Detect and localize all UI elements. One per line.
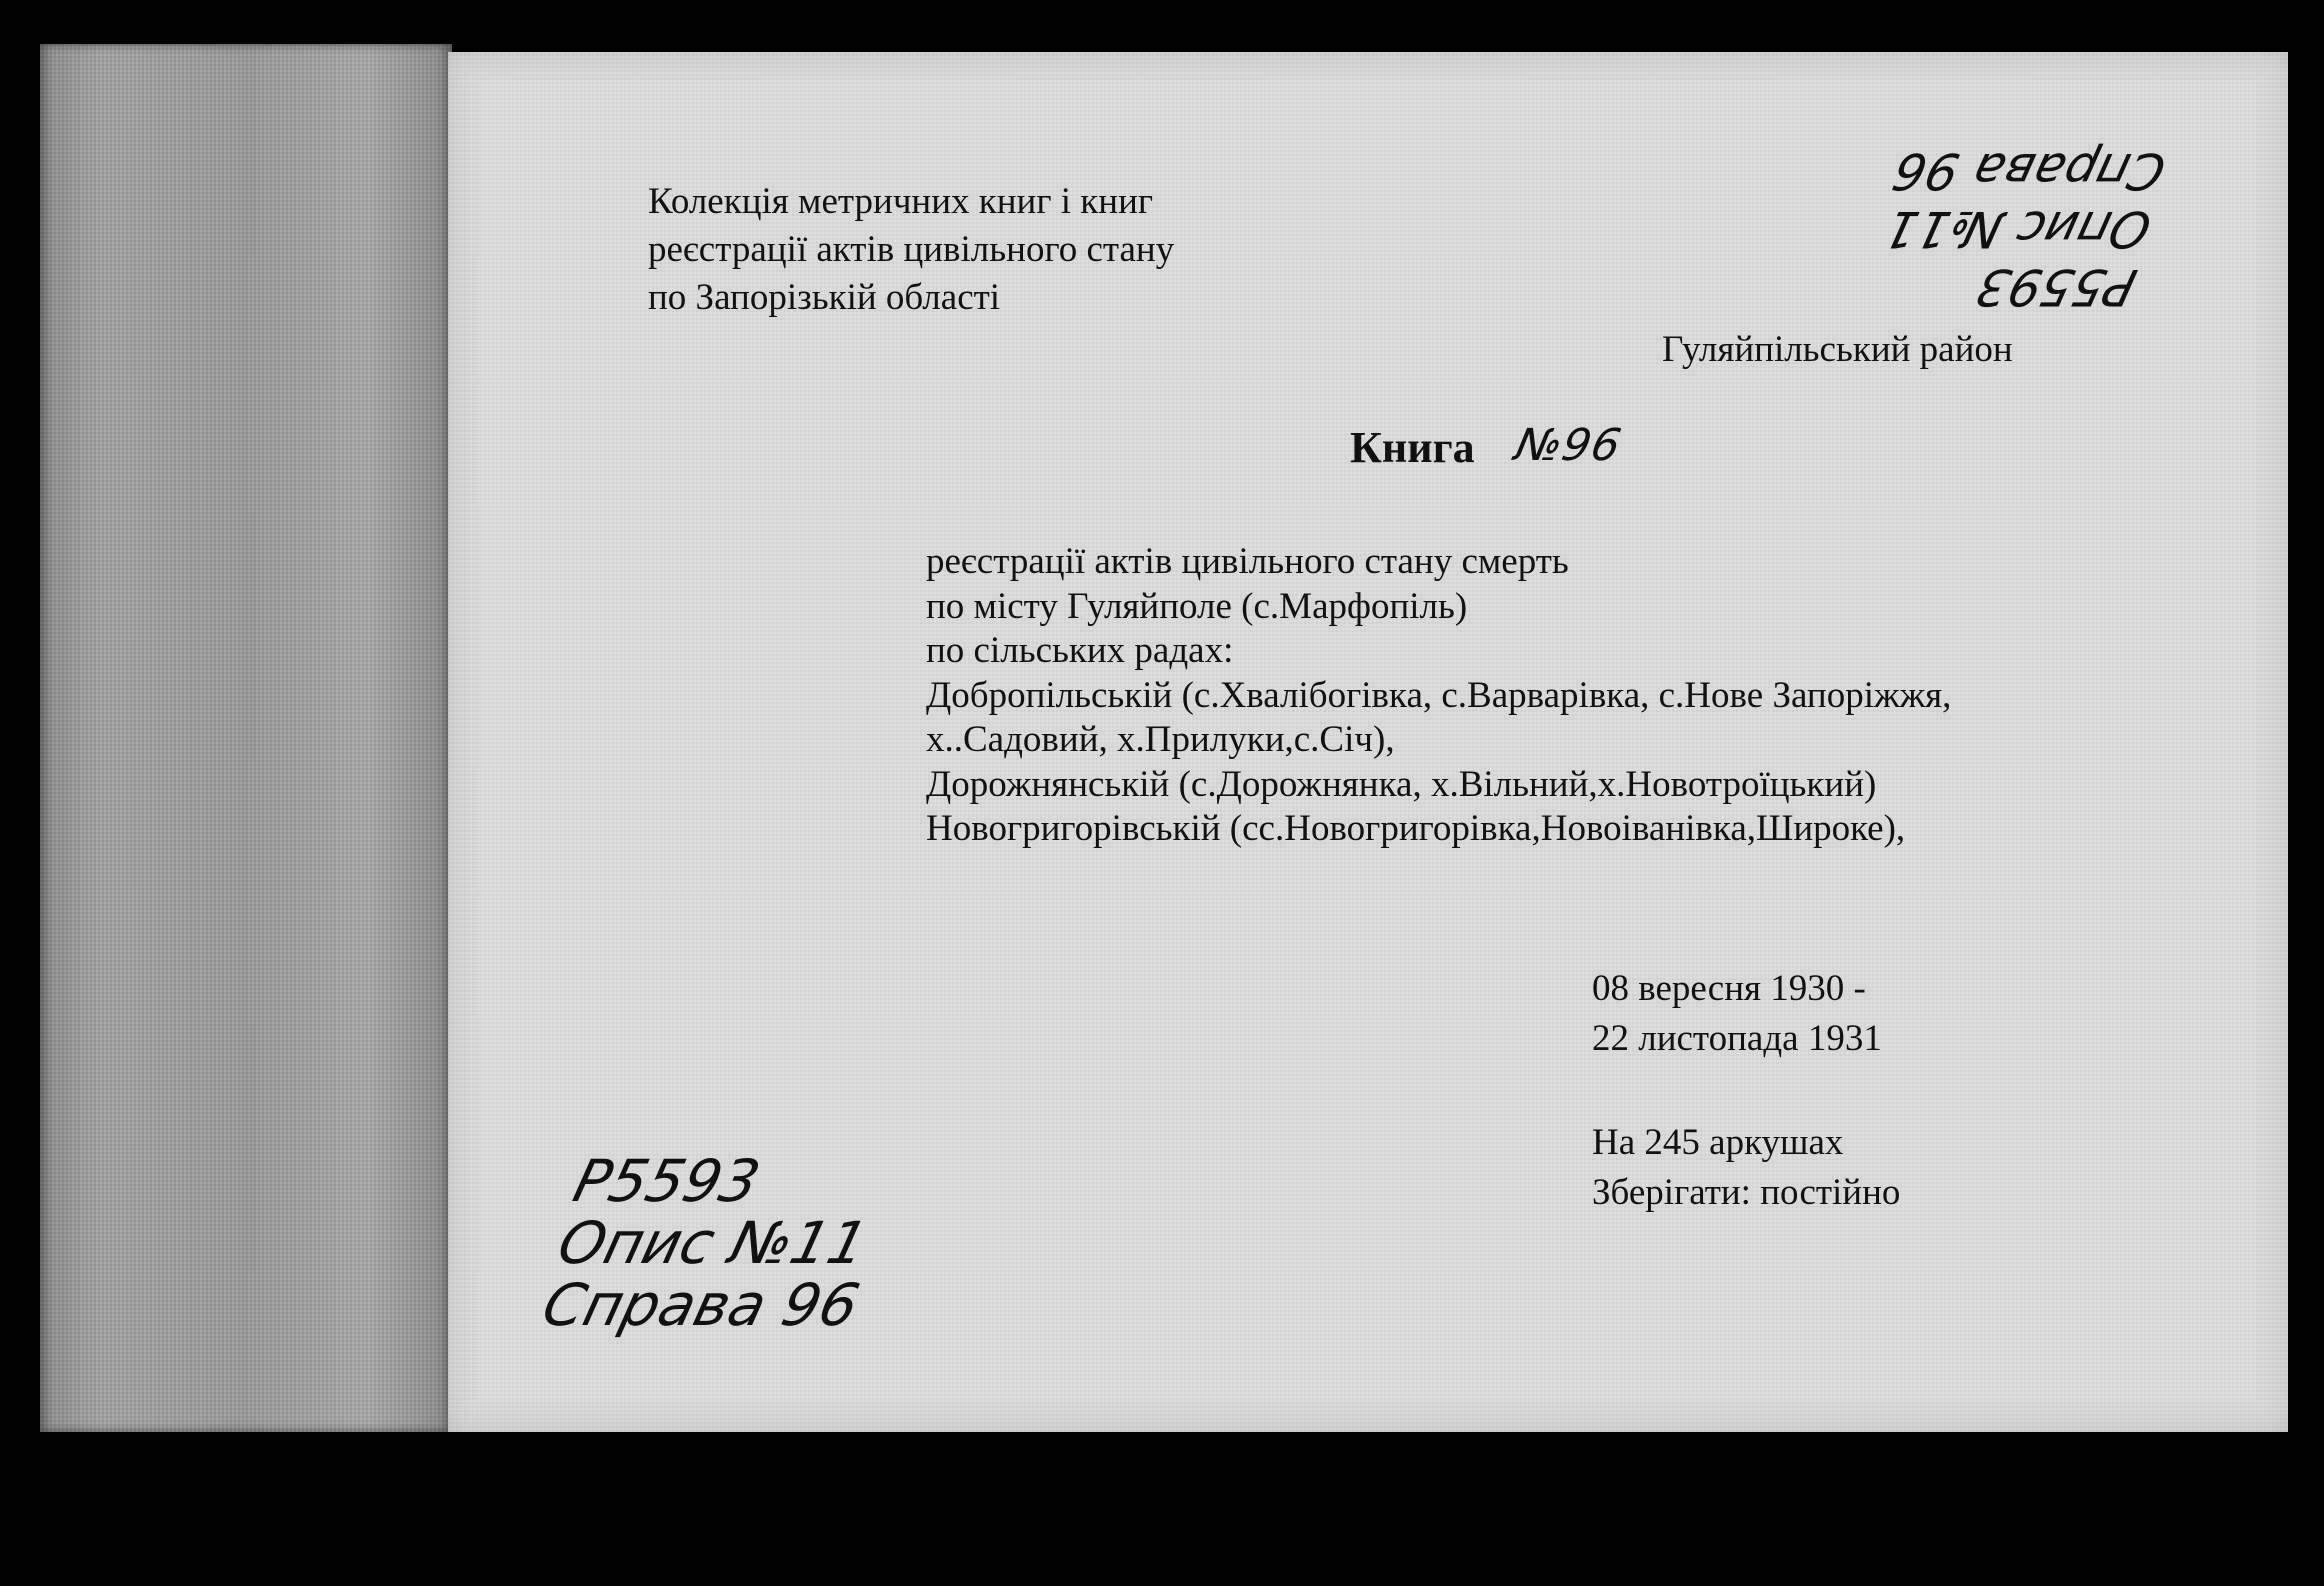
handwritten-archive-mark-bottom (536, 1147, 896, 1339)
handwritten-line: Р5593 (566, 1147, 767, 1215)
handwritten-line: Справа 96 (536, 1271, 866, 1339)
description-line: х..Садовий, х.Прилуки,с.Січ), (926, 719, 1395, 760)
sheet-count: На 245 аркушах (1592, 1122, 1844, 1163)
district-name: Гуляйпільський район (1662, 329, 2013, 370)
description-line: Добропільській (с.Хвалібогівка, с.Варварівка, с.Нове Запоріжжя, (926, 674, 1952, 716)
storage-info (1592, 1118, 1900, 1218)
description-line: Новогригорівській (сс.Новогригорівка,Новоіванівка,Широке), (926, 808, 1906, 849)
handwritten-line: Опис №11 (1878, 200, 2157, 258)
description-line: по місту Гуляйполе (с.Марфопіль) (926, 585, 1468, 627)
collection-title-line: реєстрації актів цивільного стану (648, 229, 1175, 270)
cloth-spine (40, 44, 452, 1432)
description-line: реєстрації актів цивільного стану смерть (926, 541, 1569, 582)
date-start: 08 вересня 1930 - (1592, 968, 1866, 1009)
handwritten-line: Справа 96 (1887, 142, 2172, 200)
collection-title (648, 178, 1174, 322)
collection-title-line: Колекція метричних книг і книг (648, 181, 1154, 222)
storage-term: Зберігати: постійно (1592, 1172, 1901, 1213)
collection-title-line: по Запорізькій області (648, 277, 1001, 318)
book-title: Книга (1350, 423, 1475, 472)
description-line: Дорожнянській (с.Дорожнянка, х.Вільний,х.Новотроїцький) (926, 763, 1877, 805)
book-description (926, 540, 1951, 852)
book-number-handwritten: №96 (1510, 420, 1627, 471)
handwritten-archive-mark-top (1858, 142, 2171, 316)
description-line: по сільських радах: (926, 630, 1234, 671)
date-range (1592, 964, 1882, 1064)
handwritten-line: Р5593 (1970, 258, 2143, 316)
handwritten-line: Опис №11 (551, 1209, 875, 1277)
date-end: 22 листопада 1931 (1592, 1018, 1882, 1059)
